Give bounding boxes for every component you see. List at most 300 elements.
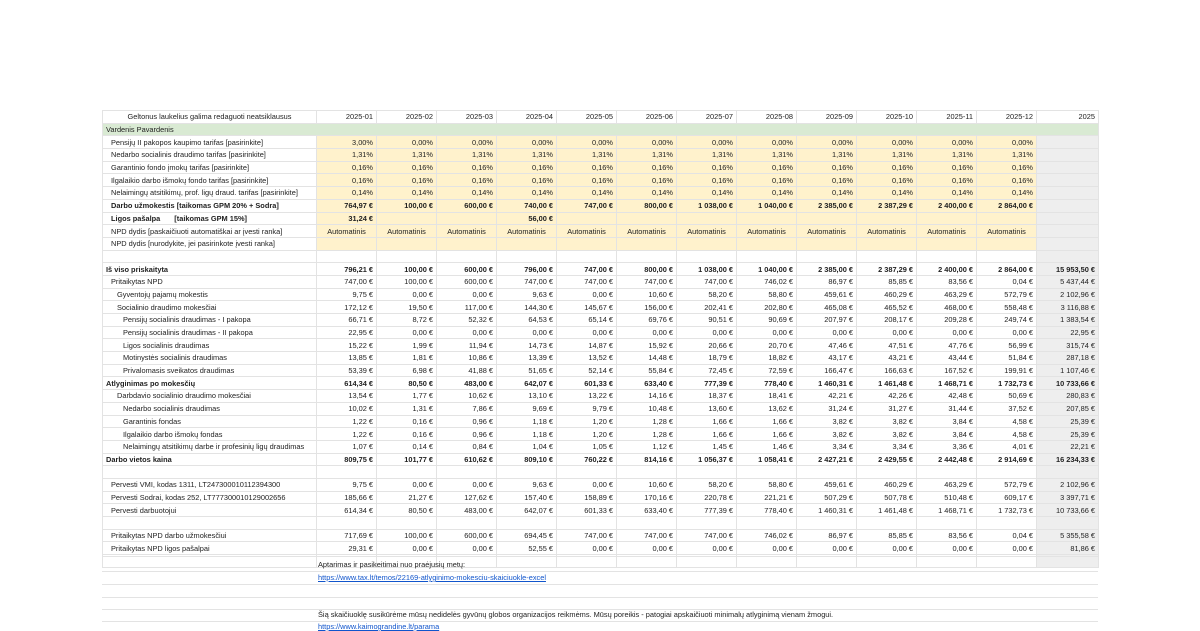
calc-value: 10,86 €	[437, 352, 497, 365]
rate-input[interactable]: 0,14%	[377, 187, 437, 200]
rate-input[interactable]: 0,16%	[377, 161, 437, 174]
salary-label: Darbo užmokestis [taikomas GPM 20% + Sodra]	[103, 199, 317, 212]
salary-input[interactable]: 2 864,00 €	[977, 199, 1037, 212]
npd-manual-input[interactable]	[857, 237, 917, 250]
calc-value: 85,85 €	[857, 275, 917, 288]
rate-input[interactable]: 0,16%	[977, 174, 1037, 187]
rate-input[interactable]: 0,14%	[677, 187, 737, 200]
calc-value: 14,16 €	[617, 390, 677, 403]
rate-input[interactable]: 0,14%	[437, 187, 497, 200]
explain-link[interactable]: https://www.tax.lt/temos/22169-atlyginimo-mokesciu-skaiciuokle-excel	[318, 573, 546, 582]
sick-label	[103, 212, 317, 225]
rate-input[interactable]: 0,16%	[557, 174, 617, 187]
sick-input[interactable]	[977, 212, 1037, 225]
calc-value: 0,00 €	[437, 288, 497, 301]
empty-cell	[857, 466, 917, 479]
empty-cell	[497, 466, 557, 479]
rate-input[interactable]: 0,16%	[677, 161, 737, 174]
calc-value: 72,59 €	[737, 364, 797, 377]
transfer-value: 642,07 €	[497, 504, 557, 517]
npd-mode-select[interactable]: Automatinis	[557, 225, 617, 238]
rate-row	[103, 161, 1099, 174]
empty-cell	[917, 250, 977, 263]
calc-value: 3,82 €	[797, 415, 857, 428]
transfer-value: 507,29 €	[797, 491, 857, 504]
calc-value: 1 468,71 €	[917, 377, 977, 390]
rate-input[interactable]: 0,00%	[917, 136, 977, 149]
calc-label: Gyventojų pajamų mokestis	[103, 288, 317, 301]
calc-total: 207,85 €	[1037, 402, 1099, 415]
calc-value: 0,00 €	[917, 326, 977, 339]
rate-input[interactable]: 0,14%	[917, 187, 977, 200]
calc-value: 809,75 €	[317, 453, 377, 466]
rate-input[interactable]: 0,16%	[497, 174, 557, 187]
rate-input[interactable]: 0,16%	[797, 174, 857, 187]
calc-value: 1,99 €	[377, 339, 437, 352]
empty-cell	[737, 517, 797, 530]
rate-input[interactable]: 0,14%	[497, 187, 557, 200]
calc-value: 1,18 €	[497, 428, 557, 441]
calc-value: 14,73 €	[497, 339, 557, 352]
empty-cell	[103, 517, 317, 530]
npd-applied-value: 83,56 €	[917, 529, 977, 542]
grid-line	[102, 597, 1098, 598]
month-header: 2025-07	[677, 111, 737, 124]
calc-value: 90,51 €	[677, 314, 737, 327]
transfer-value: 601,33 €	[557, 504, 617, 517]
calc-value: 747,00 €	[317, 275, 377, 288]
calc-label: Pensijų socialinis draudimas - II pakopa	[103, 326, 317, 339]
calc-row	[103, 402, 1099, 415]
calc-value: 796,00 €	[497, 263, 557, 276]
calc-value: 18,41 €	[737, 390, 797, 403]
sick-input[interactable]: 56,00 €	[497, 212, 557, 225]
calc-value: 166,63 €	[857, 364, 917, 377]
calc-value: 101,77 €	[377, 453, 437, 466]
sick-input[interactable]	[437, 212, 497, 225]
empty-cell	[617, 517, 677, 530]
sick-input[interactable]	[617, 212, 677, 225]
rate-input[interactable]: 1,31%	[497, 149, 557, 162]
calc-row	[103, 275, 1099, 288]
calc-value: 13,62 €	[737, 402, 797, 415]
npd-applied-total: 5 355,58 €	[1037, 529, 1099, 542]
year-header: 2025	[1037, 111, 1099, 124]
calc-value: 1,05 €	[557, 440, 617, 453]
rate-input[interactable]: 0,16%	[317, 161, 377, 174]
month-header: 2025-06	[617, 111, 677, 124]
calc-value: 2 385,00 €	[797, 263, 857, 276]
transfer-value: 510,48 €	[917, 491, 977, 504]
transfer-value: 777,39 €	[677, 504, 737, 517]
salary-input[interactable]: 100,00 €	[377, 199, 437, 212]
npd-manual-input[interactable]	[977, 237, 1037, 250]
calc-value: 0,96 €	[437, 428, 497, 441]
transfer-value: 10,60 €	[617, 478, 677, 491]
sick-input[interactable]	[377, 212, 437, 225]
salary-input[interactable]: 2 385,00 €	[797, 199, 857, 212]
grid-line	[102, 584, 1098, 585]
calc-label: Motinystės socialinis draudimas	[103, 352, 317, 365]
calc-total: 22,95 €	[1037, 326, 1099, 339]
npd-applied-value: 0,00 €	[437, 542, 497, 555]
calc-total: 25,39 €	[1037, 428, 1099, 441]
sick-input[interactable]	[677, 212, 737, 225]
rate-input[interactable]: 1,31%	[317, 149, 377, 162]
transfer-value: 507,78 €	[857, 491, 917, 504]
rate-input[interactable]: 0,14%	[737, 187, 797, 200]
rate-input[interactable]: 0,16%	[617, 174, 677, 187]
calc-label: Ilgalaikio darbo išmokų fondas	[103, 428, 317, 441]
calc-value: 83,56 €	[917, 275, 977, 288]
calc-value: 90,69 €	[737, 314, 797, 327]
rate-input[interactable]: 0,14%	[977, 187, 1037, 200]
salary-input[interactable]: 2 400,00 €	[917, 199, 977, 212]
calc-value: 572,79 €	[977, 288, 1037, 301]
rate-input[interactable]: 0,00%	[497, 136, 557, 149]
calc-value: 50,69 €	[977, 390, 1037, 403]
rate-input[interactable]: 1,31%	[437, 149, 497, 162]
calc-value: 465,52 €	[857, 301, 917, 314]
rate-input[interactable]: 0,16%	[377, 174, 437, 187]
rate-input[interactable]: 0,00%	[437, 136, 497, 149]
calc-value: 4,58 €	[977, 428, 1037, 441]
sick-input[interactable]	[737, 212, 797, 225]
total-cell	[1037, 187, 1099, 200]
calc-value: 20,70 €	[737, 339, 797, 352]
salary-input[interactable]: 800,00 €	[617, 199, 677, 212]
calc-value: 747,00 €	[497, 275, 557, 288]
calc-value: 156,00 €	[617, 301, 677, 314]
calc-value: 1,20 €	[557, 415, 617, 428]
empty-cell	[1037, 517, 1099, 530]
sick-label-text: Ligos pašalpa	[111, 213, 161, 223]
total-cell	[1037, 212, 1099, 225]
transfer-value: 158,89 €	[557, 491, 617, 504]
calc-value: 249,74 €	[977, 314, 1037, 327]
calc-value: 14,87 €	[557, 339, 617, 352]
rate-input[interactable]: 3,00%	[317, 136, 377, 149]
calc-value: 1 058,41 €	[737, 453, 797, 466]
rate-label: Ilgalaikio darbo išmokų fondo tarifas [pasirinkite]	[103, 174, 317, 187]
transfer-value: 1 468,71 €	[917, 504, 977, 517]
calc-value: 1,07 €	[317, 440, 377, 453]
npd-mode-select[interactable]: Automatinis	[977, 225, 1037, 238]
rate-input[interactable]: 1,31%	[737, 149, 797, 162]
sick-input[interactable]	[557, 212, 617, 225]
calc-value: 0,84 €	[437, 440, 497, 453]
transfer-label: Pervesti darbuotojui	[103, 504, 317, 517]
rate-row	[103, 149, 1099, 162]
rate-input[interactable]: 0,00%	[797, 136, 857, 149]
npd-applied-value: 746,02 €	[737, 529, 797, 542]
rate-label: Nedarbo socialinis draudimo tarifas [pasirinkite]	[103, 149, 317, 162]
npd-manual-input[interactable]	[437, 237, 497, 250]
npd-mode-select[interactable]: Automatinis	[377, 225, 437, 238]
calc-value: 0,00 €	[677, 326, 737, 339]
rate-input[interactable]: 0,16%	[497, 161, 557, 174]
calc-value: 1 732,73 €	[977, 377, 1037, 390]
npd-manual-input[interactable]	[797, 237, 857, 250]
rate-input[interactable]: 0,16%	[977, 161, 1037, 174]
rate-input[interactable]: 0,16%	[677, 174, 737, 187]
calc-value: 47,51 €	[857, 339, 917, 352]
calc-label: Pritaikytas NPD	[103, 275, 317, 288]
calc-value: 0,00 €	[557, 326, 617, 339]
calc-value: 51,84 €	[977, 352, 1037, 365]
npd-applied-value: 747,00 €	[677, 529, 737, 542]
transfer-total: 10 733,66 €	[1037, 504, 1099, 517]
total-cell	[1037, 199, 1099, 212]
rate-input[interactable]: 0,16%	[917, 161, 977, 174]
calc-value: 145,67 €	[557, 301, 617, 314]
calc-value: 51,65 €	[497, 364, 557, 377]
calc-row	[103, 377, 1099, 390]
calc-value: 483,00 €	[437, 377, 497, 390]
calc-value: 13,85 €	[317, 352, 377, 365]
month-header: 2025-05	[557, 111, 617, 124]
calc-value: 42,26 €	[857, 390, 917, 403]
transfer-value: 185,66 €	[317, 491, 377, 504]
rate-input[interactable]: 1,31%	[377, 149, 437, 162]
calc-row	[103, 415, 1099, 428]
rate-input[interactable]: 0,16%	[737, 174, 797, 187]
npd-manual-input[interactable]	[917, 237, 977, 250]
month-header: 2025-11	[917, 111, 977, 124]
about-note: Šią skaičiuoklę susikūrėme mūsų nedidelės gyvūnų globos organizacijos reikmėms. Mūsų poreikis - patogiai apskaičiuoti minimalų atlyginimą vienam žmogui.	[318, 610, 834, 619]
salary-input[interactable]: 740,00 €	[497, 199, 557, 212]
rate-input[interactable]: 0,16%	[737, 161, 797, 174]
npd-mode-select[interactable]: Automatinis	[797, 225, 857, 238]
rate-input[interactable]: 0,00%	[557, 136, 617, 149]
calc-value: 42,21 €	[797, 390, 857, 403]
salary-row	[103, 199, 1099, 212]
calc-value: 0,96 €	[437, 415, 497, 428]
rate-input[interactable]: 0,00%	[677, 136, 737, 149]
rate-input[interactable]: 0,16%	[857, 174, 917, 187]
npd-mode-select[interactable]: Automatinis	[677, 225, 737, 238]
rate-input[interactable]: 1,31%	[677, 149, 737, 162]
empty-cell	[617, 250, 677, 263]
calc-value: 13,39 €	[497, 352, 557, 365]
calc-value: 800,00 €	[617, 263, 677, 276]
calc-value: 208,17 €	[857, 314, 917, 327]
empty-row	[103, 466, 1099, 479]
calc-value: 1,20 €	[557, 428, 617, 441]
empty-cell	[737, 250, 797, 263]
total-cell	[1037, 237, 1099, 250]
rate-input[interactable]: 0,16%	[917, 174, 977, 187]
transfer-value: 0,00 €	[437, 478, 497, 491]
sick-input[interactable]	[857, 212, 917, 225]
npd-mode-select[interactable]: Automatinis	[737, 225, 797, 238]
npd-manual-input[interactable]	[557, 237, 617, 250]
npd-applied-value: 0,00 €	[737, 542, 797, 555]
salary-input[interactable]: 1 038,00 €	[677, 199, 737, 212]
salary-input[interactable]: 764,97 €	[317, 199, 377, 212]
empty-cell	[557, 466, 617, 479]
rate-input[interactable]: 0,16%	[437, 161, 497, 174]
npd-applied-value: 0,00 €	[797, 542, 857, 555]
transfer-value: 459,61 €	[797, 478, 857, 491]
rate-label: Garantinio fondo įmokų tarifas [pasirinkite]	[103, 161, 317, 174]
transfer-value: 460,29 €	[857, 478, 917, 491]
empty-cell	[617, 466, 677, 479]
calc-value: 1,66 €	[677, 428, 737, 441]
calc-row	[103, 288, 1099, 301]
calc-total: 1 383,54 €	[1037, 314, 1099, 327]
calc-value: 1,12 €	[617, 440, 677, 453]
rate-input[interactable]: 0,16%	[557, 161, 617, 174]
rate-input[interactable]: 1,31%	[917, 149, 977, 162]
calc-value: 7,86 €	[437, 402, 497, 415]
rate-input[interactable]: 1,31%	[977, 149, 1037, 162]
calc-value: 80,50 €	[377, 377, 437, 390]
calc-value: 209,28 €	[917, 314, 977, 327]
transfer-value: 157,40 €	[497, 491, 557, 504]
rate-input[interactable]: 1,31%	[797, 149, 857, 162]
npd-manual-input[interactable]	[377, 237, 437, 250]
rate-input[interactable]: 0,00%	[737, 136, 797, 149]
sick-input[interactable]: 31,24 €	[317, 212, 377, 225]
rate-input[interactable]: 0,00%	[617, 136, 677, 149]
calc-value: 1,22 €	[317, 415, 377, 428]
salary-input[interactable]: 1 040,00 €	[737, 199, 797, 212]
npd-manual-input[interactable]	[617, 237, 677, 250]
calc-value: 760,22 €	[557, 453, 617, 466]
calc-value: 41,88 €	[437, 364, 497, 377]
transfer-value: 1 461,48 €	[857, 504, 917, 517]
rate-input[interactable]: 0,16%	[797, 161, 857, 174]
calc-value: 10,02 €	[317, 402, 377, 415]
rate-input[interactable]: 1,31%	[557, 149, 617, 162]
sick-input[interactable]	[797, 212, 857, 225]
npd-mode-select[interactable]: Automatinis	[917, 225, 977, 238]
month-header: 2025-09	[797, 111, 857, 124]
transfer-value: 572,79 €	[977, 478, 1037, 491]
empty-cell	[557, 517, 617, 530]
calc-label: Atlyginimas po mokesčių	[103, 377, 317, 390]
npd-manual-input[interactable]	[497, 237, 557, 250]
calc-row	[103, 390, 1099, 403]
calc-row	[103, 453, 1099, 466]
calc-value: 100,00 €	[377, 263, 437, 276]
empty-cell	[917, 466, 977, 479]
calc-label: Pensijų socialinis draudimas - I pakopa	[103, 314, 317, 327]
rate-input[interactable]: 0,00%	[377, 136, 437, 149]
empty-cell	[377, 250, 437, 263]
total-cell	[1037, 225, 1099, 238]
npd-applied-total: 81,86 €	[1037, 542, 1099, 555]
npd-mode-select[interactable]: Automatinis	[617, 225, 677, 238]
calc-value: 0,00 €	[377, 326, 437, 339]
calc-value: 1,77 €	[377, 390, 437, 403]
npd-mode-select[interactable]: Automatinis	[857, 225, 917, 238]
rate-row	[103, 187, 1099, 200]
empty-cell	[917, 517, 977, 530]
calc-value: 72,45 €	[677, 364, 737, 377]
calc-value: 3,82 €	[857, 428, 917, 441]
empty-row	[103, 250, 1099, 263]
calc-value: 2 914,69 €	[977, 453, 1037, 466]
npd-manual-input[interactable]	[737, 237, 797, 250]
calc-value: 13,10 €	[497, 390, 557, 403]
npd-mode-select[interactable]: Automatinis	[437, 225, 497, 238]
salary-input[interactable]: 747,00 €	[557, 199, 617, 212]
transfer-label: Pervesti VMI, kodas 1311, LT247300010112394300	[103, 478, 317, 491]
npd-applied-value: 694,45 €	[497, 529, 557, 542]
salary-input[interactable]: 2 387,29 €	[857, 199, 917, 212]
rate-input[interactable]: 1,31%	[857, 149, 917, 162]
npd-mode-select[interactable]: Automatinis	[497, 225, 557, 238]
sick-tax-note: [taikomas GPM 15%]	[174, 213, 247, 223]
calc-total: 22,21 €	[1037, 440, 1099, 453]
npd-manual-label: NPD dydis [nurodykite, jei pasirinkote įvesti ranka]	[103, 237, 317, 250]
rate-input[interactable]: 0,14%	[617, 187, 677, 200]
calc-value: 778,40 €	[737, 377, 797, 390]
total-cell	[1037, 136, 1099, 149]
rate-input[interactable]: 0,14%	[557, 187, 617, 200]
calc-value: 20,66 €	[677, 339, 737, 352]
rate-input[interactable]: 0,14%	[317, 187, 377, 200]
sick-input[interactable]	[917, 212, 977, 225]
person-row	[103, 123, 1099, 136]
rate-input[interactable]: 0,14%	[797, 187, 857, 200]
rate-input[interactable]: 0,16%	[617, 161, 677, 174]
npd-manual-input[interactable]	[317, 237, 377, 250]
rate-input[interactable]: 0,16%	[857, 161, 917, 174]
npd-mode-select[interactable]: Automatinis	[317, 225, 377, 238]
calc-row	[103, 364, 1099, 377]
calc-value: 468,00 €	[917, 301, 977, 314]
calc-value: 465,08 €	[797, 301, 857, 314]
employee-name[interactable]: Vardenis Pavardenis	[103, 123, 1099, 136]
rate-input[interactable]: 0,14%	[857, 187, 917, 200]
calc-value: 58,20 €	[677, 288, 737, 301]
calc-total: 315,74 €	[1037, 339, 1099, 352]
calc-value: 64,53 €	[497, 314, 557, 327]
calc-total: 3 116,88 €	[1037, 301, 1099, 314]
editable-hint: Geltonus laukelius galima redaguoti neatsiklausus	[103, 111, 317, 124]
calc-value: 1,81 €	[377, 352, 437, 365]
npd-applied-value: 0,00 €	[617, 542, 677, 555]
salary-input[interactable]: 600,00 €	[437, 199, 497, 212]
rate-input[interactable]: 0,16%	[317, 174, 377, 187]
empty-cell	[1037, 250, 1099, 263]
rate-input[interactable]: 0,00%	[857, 136, 917, 149]
calc-value: 3,82 €	[797, 428, 857, 441]
rate-input[interactable]: 0,00%	[977, 136, 1037, 149]
month-header: 2025-01	[317, 111, 377, 124]
empty-cell	[797, 250, 857, 263]
calc-value: 166,47 €	[797, 364, 857, 377]
empty-cell	[977, 517, 1037, 530]
transfer-value: 633,40 €	[617, 504, 677, 517]
rate-input[interactable]: 1,31%	[617, 149, 677, 162]
rate-row	[103, 136, 1099, 149]
npd-applied-value: 0,00 €	[857, 542, 917, 555]
calc-value: 167,52 €	[917, 364, 977, 377]
calc-value: 1,18 €	[497, 415, 557, 428]
calc-value: 1,66 €	[677, 415, 737, 428]
rate-input[interactable]: 0,16%	[437, 174, 497, 187]
calc-value: 1,22 €	[317, 428, 377, 441]
calc-value: 0,00 €	[557, 288, 617, 301]
empty-cell	[677, 466, 737, 479]
npd-manual-input[interactable]	[677, 237, 737, 250]
calc-value: 4,01 €	[977, 440, 1037, 453]
about-link[interactable]: https://www.kaimograndine.lt/parama	[318, 622, 440, 631]
